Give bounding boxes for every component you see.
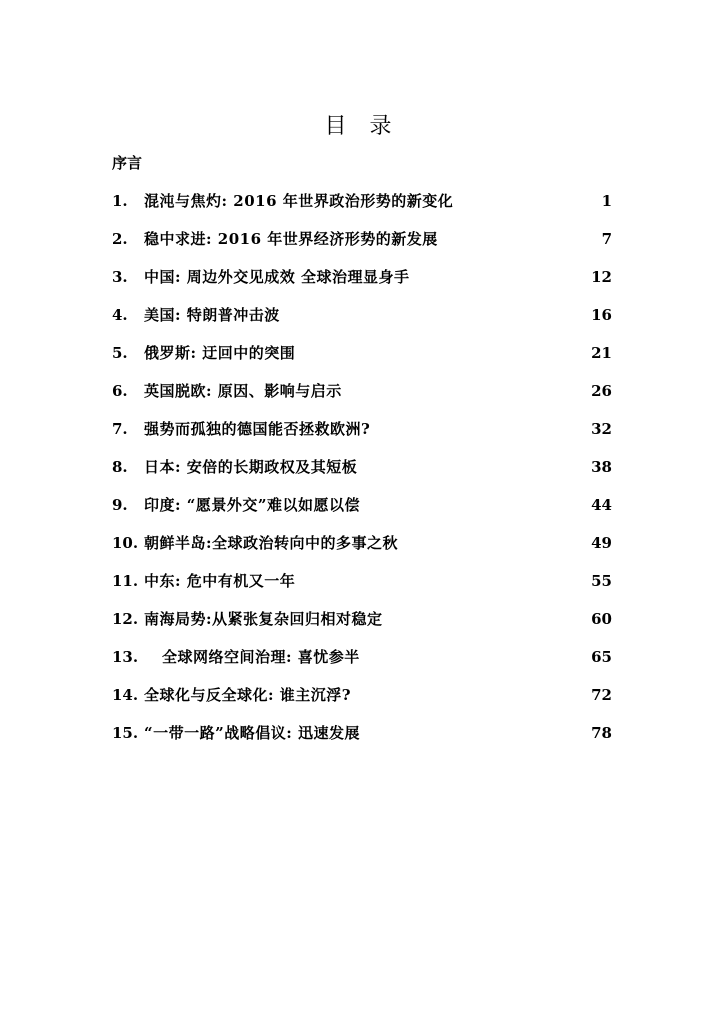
toc-entry-number: 1. bbox=[112, 192, 128, 210]
toc-entry-title: 稳中求进: 2016 年世界经济形势的新发展 bbox=[144, 230, 438, 248]
toc-entry-title: 俄罗斯: 迂回中的突围 bbox=[144, 344, 296, 362]
toc-entry bbox=[112, 190, 612, 228]
toc-list bbox=[112, 190, 612, 760]
toc-entry bbox=[112, 722, 612, 760]
toc-entry-page: 12 bbox=[591, 268, 612, 286]
toc-entry-title: 日本: 安倍的长期政权及其短板 bbox=[144, 458, 358, 476]
toc-entry bbox=[112, 570, 612, 608]
toc-entry-number: 14. bbox=[112, 686, 139, 704]
toc-entry-page: 21 bbox=[591, 344, 612, 362]
toc-entry-title: 全球化与反全球化: 谁主沉浮? bbox=[144, 686, 352, 704]
toc-entry bbox=[112, 456, 612, 494]
toc-entry-title: 朝鲜半岛:全球政治转向中的多事之秋 bbox=[144, 534, 399, 552]
toc-entry-page: 60 bbox=[591, 610, 612, 628]
toc-entry-page: 38 bbox=[591, 458, 612, 476]
toc-entry-number: 12. bbox=[112, 610, 139, 628]
toc-entry-number: 11. bbox=[112, 572, 139, 590]
toc-entry-title: 英国脱欧: 原因、影响与启示 bbox=[144, 382, 342, 400]
toc-entry-title: 南海局势:从紧张复杂回归相对稳定 bbox=[144, 610, 383, 628]
toc-entry-number: 7. bbox=[112, 420, 128, 438]
toc-entry bbox=[112, 342, 612, 380]
toc-entry-number: 8. bbox=[112, 458, 128, 476]
toc-entry-title: 全球网络空间治理: 喜忧参半 bbox=[162, 648, 360, 666]
toc-entry bbox=[112, 532, 612, 570]
toc-entry-number: 2. bbox=[112, 230, 128, 248]
toc-entry bbox=[112, 266, 612, 304]
toc-entry-number: 9. bbox=[112, 496, 128, 514]
toc-entry bbox=[112, 494, 612, 532]
toc-entry-number: 15. bbox=[112, 724, 139, 742]
toc-entry-page: 44 bbox=[591, 496, 612, 514]
toc-entry bbox=[112, 684, 612, 722]
toc-entry bbox=[112, 418, 612, 456]
toc-entry bbox=[112, 380, 612, 418]
toc-entry-page: 72 bbox=[591, 686, 612, 704]
preface-heading: 序言 bbox=[112, 154, 143, 172]
toc-entry-page: 7 bbox=[601, 230, 612, 248]
toc-entry-page: 78 bbox=[591, 724, 612, 742]
toc-title: 目 录 bbox=[324, 114, 400, 139]
toc-entry-title: 中国: 周边外交见成效 全球治理显身手 bbox=[144, 268, 410, 286]
toc-entry-page: 65 bbox=[591, 648, 612, 666]
toc-entry-number: 10. bbox=[112, 534, 139, 552]
toc-entry-page: 26 bbox=[591, 382, 612, 400]
toc-entry-number: 6. bbox=[112, 382, 128, 400]
toc-entry bbox=[112, 228, 612, 266]
toc-entry-number: 13. bbox=[112, 648, 139, 666]
toc-entry bbox=[112, 608, 612, 646]
toc-entry-title: 强势而孤独的德国能否拯救欧洲? bbox=[144, 420, 371, 438]
toc-entry-number: 3. bbox=[112, 268, 128, 286]
toc-entry-page: 49 bbox=[591, 534, 612, 552]
toc-entry-number: 4. bbox=[112, 306, 128, 324]
toc-entry-title: 混沌与焦灼: 2016 年世界政治形势的新变化 bbox=[144, 192, 454, 210]
toc-entry bbox=[112, 646, 612, 684]
toc-entry-page: 32 bbox=[591, 420, 612, 438]
toc-entry-page: 1 bbox=[601, 192, 612, 210]
toc-entry-page: 16 bbox=[591, 306, 612, 324]
toc-entry-page: 55 bbox=[591, 572, 612, 590]
toc-entry bbox=[112, 304, 612, 342]
toc-entry-title: “一带一路”战略倡议: 迅速发展 bbox=[144, 724, 361, 742]
toc-entry-title: 美国: 特朗普冲击波 bbox=[144, 306, 280, 324]
toc-entry-title: 印度: “愿景外交”难以如愿以偿 bbox=[144, 496, 361, 514]
toc-entry-title: 中东: 危中有机又一年 bbox=[144, 572, 296, 590]
toc-entry-number: 5. bbox=[112, 344, 128, 362]
